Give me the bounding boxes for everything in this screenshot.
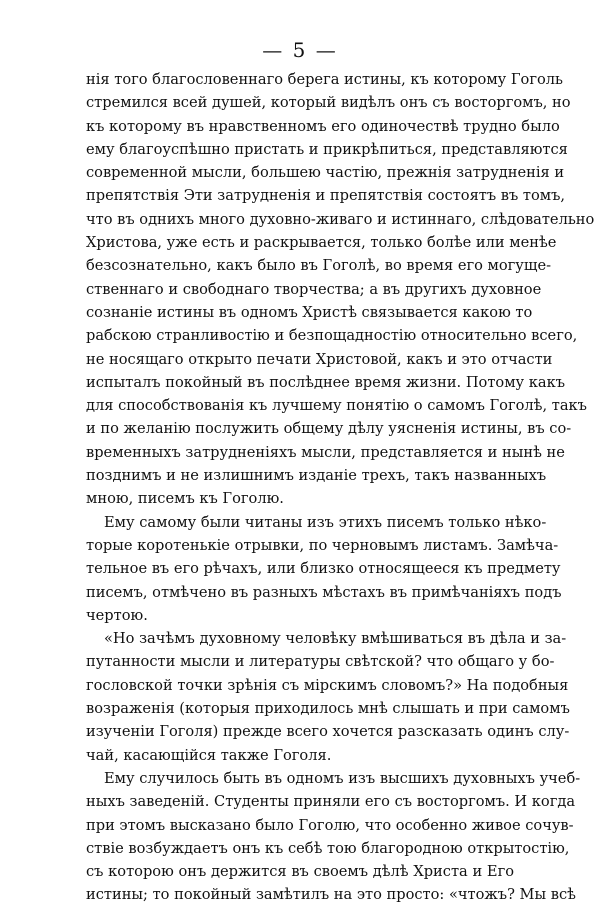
page-number: — 5 —: [262, 38, 338, 62]
body-text: [86, 68, 595, 907]
text-line: «Но зачѣмъ духовному человѣку вмѣшиваться въ дѣла и за-: [104, 630, 567, 648]
text-line: писемъ, отмѣчено въ разныхъ мѣстахъ въ примѣчаніяхъ подъ: [86, 583, 562, 601]
text-line: безсознательно, какъ было въ Гоголѣ, во время его могуще-: [86, 257, 552, 275]
text-line: возраженія (которыя приходилось мнѣ слышать и при самомъ: [86, 700, 570, 718]
text-line: гословской точки зрѣнія съ мірскимъ словомъ?» На подобныя: [86, 676, 569, 694]
text-line: Ему самому были читаны изъ этихъ писемъ только нѣко-: [104, 513, 547, 531]
text-line: путанности мысли и литературы свѣтской? что общаго у бо-: [86, 653, 555, 671]
text-line: при этомъ высказано было Гоголю, что особенно живое сочув-: [86, 816, 574, 834]
text-line: что въ однихъ много духовно-живаго и истиннаго, слѣдовательно: [86, 210, 595, 228]
text-line: ему благоуспѣшно пристать и прикрѣпиться, представляются: [86, 140, 568, 158]
text-line: стремился всей душей, который видѣлъ онъ съ восторгомъ, но: [86, 94, 571, 112]
text-line: для способствованія къ лучшему понятію о самомъ Гоголѣ, такъ: [86, 397, 587, 415]
text-line: тельное въ его рѣчахъ, или близко относящееся къ предмету: [86, 560, 561, 578]
text-line: Ему случилось быть въ одномъ изъ высшихъ духовныхъ учеб-: [104, 769, 581, 787]
text-line: и по желанію послужить общему дѣлу уясненія истины, въ со-: [86, 420, 572, 438]
text-line: сознаніе истины въ одномъ Христѣ связывается какою то: [86, 303, 533, 321]
text-line: ственнаго и свободнаго творчества; а въ другихъ духовное: [86, 280, 542, 298]
text-line: нія того благословеннаго берега истины, къ которому Гоголь: [86, 71, 563, 88]
text-line: чертою.: [86, 606, 148, 624]
text-line: съ которою онъ держится въ своемъ дѣлѣ Христа и Его: [86, 863, 514, 881]
text-line: Христова, уже есть и раскрывается, только болѣе или менѣе: [86, 234, 557, 252]
text-line: къ которому въ нравственномъ его одиночествѣ трудно было: [86, 117, 560, 135]
text-line: современной мысли, большею частію, прежнія затрудненія и: [86, 164, 565, 182]
text-line: позднимъ и не излишнимъ изданіе трехъ, такъ названныхъ: [86, 467, 547, 485]
text-line: ныхъ заведеній. Студенты приняли его съ восторгомъ. И когда: [86, 793, 576, 811]
text-line: изученіи Гоголя) прежде всего хочется разсказать одинъ слу-: [86, 723, 570, 741]
text-line: мною, писемъ къ Гоголю.: [86, 490, 284, 508]
text-line: препятствія Эти затрудненія и препятствія состоятъ въ томъ,: [86, 187, 566, 205]
text-line: ствіе возбуждаетъ онъ къ себѣ тою благородною открытостію,: [86, 839, 570, 857]
text-line: временныхъ затрудненіяхъ мысли, представляется и нынѣ не: [86, 443, 565, 461]
text-line: рабскою странливостію и безпощадностію относительно всего,: [86, 327, 578, 345]
text-line: испыталъ покойный въ послѣднее время жизни. Потому какъ: [86, 373, 565, 391]
text-line: не носящаго открыто печати Христовой, какъ и это отчасти: [86, 350, 553, 368]
text-line: истины; то покойный замѣтилъ на это просто: «чтожъ? Мы всѣ: [86, 886, 576, 904]
text-line: чай, касающійся также Гоголя.: [86, 746, 332, 764]
text-line: торые коротенькіе отрывки, по черновымъ листамъ. Замѣча-: [86, 536, 559, 554]
